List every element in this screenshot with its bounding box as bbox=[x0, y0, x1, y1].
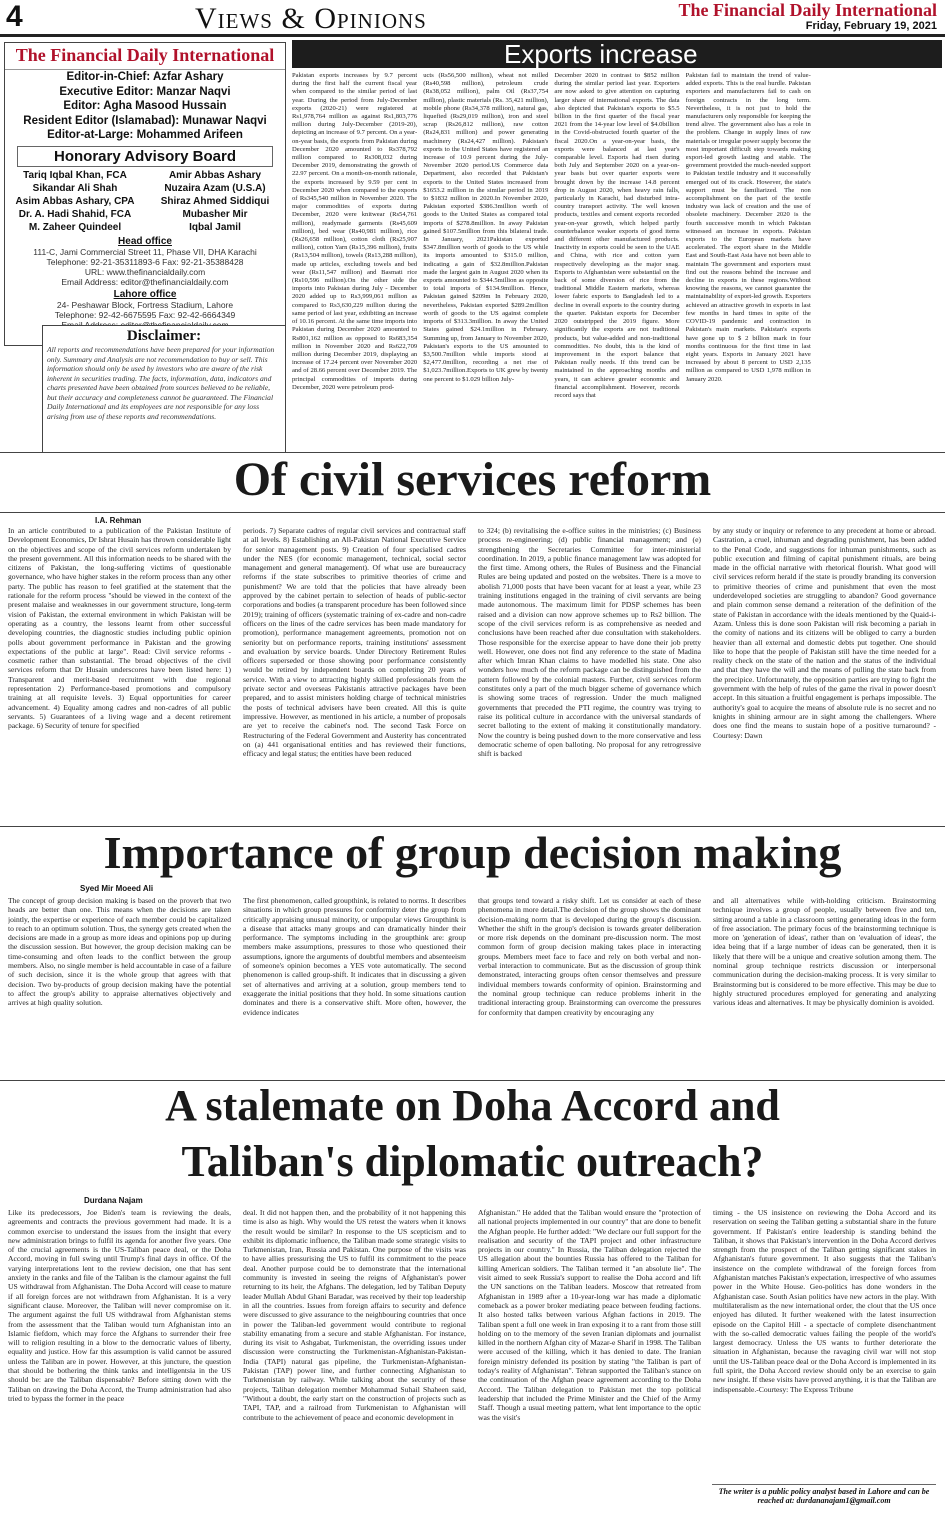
article-column: to 324; (b) revitalising the e-office suites in the ministries; (c) Business process re-engineering; (d) public financial management; and (e) strengthening the Secretaries Committee for inter-ministerial coordination. In 2019, a public finance management law was adopted for the first time. Among others, the Rules of Business and the Financial Rules are being updated and posted on the websites. There is a move to abolish 71,000 posts that have been vacant for at least a year, while 23 training institutions engaged in the training of civil servants are being made autonomous. The maximum limit for PDSP schemes has been raised and a division can now approve schemes up to Rs2 billion. The scope of the civil services reform is as comprehensive as needed and conclusions have been reached after due consultation with stakeholders. Those responsible for the exercise appear to have done their job pretty well. However, one does not find any reference to the state of Madina after which Imran Khan claims to have modelled his state. One also wonders how much of the reform package can be distinguished from the pattern followed by the colonial masters. Further, civil services reform constitutes only a part of the much bigger scheme of governance which is showing some traces of regression. Under the much maligned governments that preceded the PTI regime, the country was trying to raise its political culture in accordance with the universal standards of secret balloting to the extent of making it constitutionally mandatory. Now the country is being pushed down to the more conservative and less democratic scheme of open balloting. No proposal for any retrogressive shift is backed bbox=[478, 526, 701, 759]
author-note: The writer is a public policy analyst based in Lahore and can be reached at: durdananajam1@gmail.com bbox=[712, 1484, 936, 1505]
email-link[interactable]: Email Address: editor@thefinancialdaily.com bbox=[61, 276, 229, 287]
masthead-box bbox=[4, 42, 286, 346]
section-title: Views & Opinions bbox=[195, 2, 427, 35]
advisory-board-title: Honorary Advisory Board bbox=[17, 146, 273, 167]
masthead-paper-name: The Financial Daily International bbox=[5, 43, 285, 70]
civil-article bbox=[8, 526, 936, 820]
board-member: Shiraz Ahmed Siddiqui bbox=[160, 195, 270, 207]
lahore-phone: Telephone: 92-42-6675595 Fax: 92-42-6664349 bbox=[54, 309, 236, 320]
board-member: Sikandar Ali Shah bbox=[32, 182, 118, 194]
article-column: timing - the US insistence on reviewing the Doha Accord and its reservation on seeing the Taliban getting a substantial share in the future government. If Pakistan's entire leadership is standing behind the Taliban, it shows that Pakistan's intervention in the Doha Accord derives strength from the prospect of the Taliban getting significant stakes in Afghanistan's future government. It also suggests that the Taliban's insistence on the complete withdrawal of the foreign forces from Afghanistan matches Pakistan's expectation, irrespective of who assumes power in the White House. Geo-politics has done wonders in the Afghanistan case. South Asian politics have new actors in the play. With multilateralism as the new international order, the clout that the US once enjoyed has diluted. It further weakened with the latest insurrection episode on the Capitol Hill - a spectacle of complete disenchantment with the so-called democratic values failing the people of the world's largest democracy. Unless the US wants to further deteriorate the situation in Afghanistan, because the ravaging civil war will not stop until the US-Taliban peace deal or the Doha Accord is implemented in its full spirit, the Doha Accord review should only be an exercise to gain new insight. If these visits have proved anything, it is that the Taliban are indispensable.-Courtesy: The Express Tribune bbox=[713, 1208, 936, 1394]
board-member: M. Zaheer Quindeel bbox=[28, 221, 122, 233]
head-office-address: 111-C, Jami Commercial Street 11, Phase VII, DHA Karachi bbox=[33, 246, 257, 257]
article-column: The first phenomenon, called groupthink, is related to norms. It describes situations in which group pressures for conformity deter the group from critically appraising unusual minority, or unpopular views Groupthink is a disease that attacks many groups and can dramatically hinder their performance. The symptoms including in the groupthink are: group members make assumptions, pressures to those who questioned their assumptions, ignore the arguments of doubtful members and absenteeism of someone's opinion becomes a YES vote automatically. The second phenomenon is called group-shift. It indicates that in discussing a given set of alternatives and arriving at a solution, group members tend to exaggerate the initial positions that they hold. In some situations caution dominates and there is a conservative shift. More often, however, the evidence indicates bbox=[243, 896, 466, 1017]
disclaimer-text: All reports and recommendations have been prepared for your information only. Summary and Analysis are not recommendation to buy or sell. This information should only be used by investors who are aware of the risk inherent in securities trading. The facts, information, data, indicators and charts presented have been obtained from sources believed to be reliable, but their accuracy and completeness cannot be guaranteed. The Financial Daily International and its employees are not responsible for any loss arising from use of these reports and recommendations. bbox=[47, 345, 275, 421]
article-column: by any study or inquiry or reference to any precedent at home or abroad. Castration, a cruel, inhuman and degrading punishment, has been added to the Penal Code, and suggestions for inhuman punishments, such as public execution and filming of capital punishment rituals, are being made in the official narrative with rhetorical flourish. What good will civil services reform herald if the state is proudly branding its conversion to primitive theories of crime and punishment that even the most underdeveloped societies are struggling to abandon? Good governance and plain common sense demand a reiteration of the definition of the state of Pakistan in accordance with the ideals mentioned by the Quaid-i-Azam. Unless this is done soon Pakistan will risk becoming a pariah in the comity of nations and its citizens will be obliged to carry a burden heavier than all external and domestic debts put together. One should like to hope that the people of Pakistan still have the time needed for a reality check on the state of the nation and the status of the individual and that they have the will and the means of pulling the state back from the precipice. Unfortunately, the opposition parties are trying to fight the government with the help of rules of the game the rival in power doesn't accept. In this situation a fruitful engagement is perhaps impossible. The authority's goal to acquire the means of absolute rule is no secret and no knights in shining armour are in sight among the challengers. Where does one find the means to sustain hope of a positive turnaround? -Courtesy: Dawn bbox=[713, 526, 936, 740]
head-office-label: Head office bbox=[118, 235, 172, 247]
issue-date: Friday, February 19, 2021 bbox=[805, 20, 937, 32]
article-column: periods. 7) Separate cadres of regular civil services and contractual staff at all levels. 8) Establishing an All-Pakistan National Executive Service for senior management posts. 9) Creation of four specialised cadres under the NES (for economic management, technical, social sector management and general management). Of what use are bureaucracy reforms if the state subscribes to primitive theories of crime and punishment? We are told that the policies that have already been approved by the cabinet pertain to selection of heads of public-sector corporations and bodies (a transparent procedure has been followed since 2019); training of officers (systematic training of ex-cadre and non-cadre officers on the lines of the cadre services has been made mandatory for promotion), performance management agreements, promotion not on seniority but on performance reports, training institutions' assessment and evaluation by service boards. Under Directory Retirement Rules officers superseded or those showing poor performance consistently would be retired by independent boards on completing 20 years of service. With a view to attracting highly skilled professionals from the private sector and overseas Pakistanis attractive packages have been prepared, and to assist ministers holding charge of technical ministries the posts of technical advisers have been created. All this is quite impressive. However, as mentioned in his article, a number of proposals are yet to receive the cabinet's nod. The second Task Force on Restructuring of the Federal Government and Austerity has concentrated on (a) 441 organisational entities and has reviewed their functions, efficacy and legal status; the entities have been reduced bbox=[243, 526, 466, 759]
civil-byline: I.A. Rehman bbox=[95, 516, 142, 525]
group-byline: Syed Mir Moeed Ali bbox=[80, 884, 154, 893]
article-column: The concept of group decision making is based on the proverb that two heads are better than one. This means when the decisions are taken jointly, the expertise or experience of each member could be capitalized to reach to an optimum solution. Thus, the synergy gets created when the decisions are made in a group as more ideas and opinions pop up during the discussion session. But however, the group decision making can be time-consuming and often leads to the conflict between the group members. Also, no single member is held accountable in case of a failure of such decision, since it is the whole group that agrees with that decision. Two by-products of group decision making have the potential to affect the group's ability to appraise alternatives objectively and arrives at high quality solution. bbox=[8, 896, 231, 1008]
board-member: Asim Abbas Ashary, CPA bbox=[15, 195, 135, 207]
article-column: Pakistan fail to maintain the trend of value-added exports. This is the real hurdle. Pakistan exporters and manufacturers fail to cash on foreign contracts in the long term. Nevertheless, it is not just to hold the manufacturers only responsible for keeping the trend alive. The government also has a role in the problem. Change in supply lines of raw materials or irregular power supply become the most important difficult step towards making export-led growth lasting and stable. The government provided the much-needed support to Pakistan textile industry and it successfully emerged out of its crack. However, the state's support must be familiarized. The non accomplishment on the part of the textile industry was lack of creation and the use of obsolete machinery. December 2020 is the fourth successive month in which Pakistan witnessed an increase in exports. Pakistan exports to the European markets have accelerated. The export share in the Middle East and South-East Asia have not been able to maintain The government and exporters must find out the reasons behind the increase and decline in exports in these regions.Without knowing the reasons, we cannot guarantee the maintainability of export-led growth. Exporters achieved an attractive growth in exports in last few months in hard times in spite of the COVID-19 pandemic and contraction in Pakistan's main markets. Pakistan's exports have gone up to $ 2 billion mark in four months continuous for the first time in last eight years. Exports in January 2021 have increased by about 8 percent to USD 2,135 million as compared to USD 1,978 million in January 2020. bbox=[685, 72, 811, 383]
exports-headline: Exports increase bbox=[292, 40, 942, 68]
article-column: and all alternatives while with-holding criticism. Brainstorming technique involves a group of people, usually between five and ten, sitting around a table in a classroom setting generating ideas in the form of free association. The primary focus of the brainstorming technique is more on 'generation of ideas', rather than on 'evaluation of ideas', the idea being that if a large number of ideas can be generated, then it is likely that there will be a unique and creative solution among them. The nominal group technique restricts discussion or interpersonal communication during the decision-making process. It is very similar to Brainstorming but is considered to be more effective. This may be due to highly structured procedures employed for generating and analyzing various ideas and alternatives. It may be physically dominion is avoided. bbox=[713, 896, 936, 1008]
editor-line: Editor: Agha Masood Hussain bbox=[63, 100, 227, 112]
civil-headline: Of civil services reform bbox=[233, 453, 712, 506]
divider bbox=[0, 512, 945, 513]
head-office-phone: Telephone: 92-21-35311893-6 Fax: 92-21-35388428 bbox=[46, 256, 244, 267]
article-column: that groups tend toward a risky shift. Let us consider at each of these phenomena in more detail.The decision of the group shows the dominant decision-making norm that is developed during the group's discussion. Whether the shift in the group's decision is towards greater deliberation or more risk depends on the dominant pre-discussion norm. The most common form of group decision making takes place in interacting groups. Members meet face to face and rely on both verbal and non-verbal interaction to communicate. But as the discussion of group think demonstrated, interacting groups often censor themselves and pressure individual members towards conformity of opinion. Brainstorming and the nominal group technique can reduce problems inherit in the traditional interacting group. Brainstorming can overcome the pressures for conformity that dampen creativity by encouraging any bbox=[478, 896, 701, 1017]
board-member: Mubasher Mir bbox=[182, 208, 248, 220]
brand-name: The Financial Daily International bbox=[678, 0, 937, 20]
exports-article bbox=[292, 72, 942, 446]
article-column: deal. It did not happen then, and the probability of it not happening this time is also as high. Why would the US retest the waters when it knows the result would be similar? In response to the US scepticism and to exhibit its diplomatic influence, the Taliban made some strategic visits to Turkmenistan, Iran, Russia and Pakistan. One purpose of the visits was to have allies pressurising the US to fulfil its commitment to the peace deal. Another purpose could be to demonstrate that the international community is invested in seeing the reigns of Afghanistan's power returning to its heir, the Afghans. The delegation, led by Taliban Deputy leader Mullah Abdul Ghani Baradar, was received by their top leadership in all the countries. Issues from foreign affairs to security and defence were discussed to give assurance to the neighbouring countries that once in power the Taliban-led government would contribute to regional stability emanating from a secure and stable Afghanistan. For instance, during its visit to Ashgabat, Turkmenistan, the overriding issues under discussion were constructing the Turkmenistan-Afghanistan-Pakistan-India (TAPI) natural gas pipeline, the Turkmenistan-Afghanistan-Pakistan (TAP) power line, and further connecting Afghanistan to Turkmenistan by railway. While talking about the security of these projects, Taliban delegation member Mohammad Suhail Shaheen said, "Without a doubt, the early start on the construction of projects such as TAPI, TAP, and a railroad from Turkmenistan to Afghanistan will contribute to the achievement of peace and economic development in bbox=[243, 1208, 466, 1422]
article-column: December 2020 in contrast to $852 million during the similar period last year. Exporters are now asked to give attention on capturing larger share of international exports. The data also depicted that Pakistan's exports to $5.5 billion in the first quarter of the fiscal year 2021 from the 14-year low level of $4.0billion in the Covid-obstructed fourth quarter of the fiscal 2020.On a year-on-year basis, the exports were balanced at last year's comparable level. Exports had risen during both July and September 2020 on a year-on-year basis but over quarter exports were brought down by the increase 14.8 percent drop in August 2020, when heavy rain falls, particularly in Karachi, had disturbed intra-country transport activity. The well known products, textiles and cement exports recorded year-on-year growth, which helped partly counterbalance weaker exports of good items and different other manufactured products. Inactivity in exports could be seen to the UAE and China, with rice and cotton yarn respectively developing as the major snag. Exports to Afghanistan were substantial on the back of some diversion of rice from the traditional Middle Eastern markets, whereas lower fabric exports to Bangladesh led to a decline in overall exports to the country during the quarter. Pakistan exports for December 2020 outstripped the 2019 figure. More significantly the exports are not traditional products, but value-added and non-traditional commodities. No doubt, this is the kind of improvement in the export balance that Pakistan really needs. If this trend can be maintained in the approaching months and years, it can achieve greater economic and financial accomplishment. However, records record says that bbox=[554, 72, 680, 399]
doha-headline-line2: Taliban's diplomatic outreach? bbox=[181, 1137, 764, 1186]
article-column: ucts (Rs56,500 million), wheat not milled (Rs40,598 million), petroleum crude (Rs38,052 million), palm Oil (Rs37,754 million), plastic materials (Rs. 35,421 million), mobile phone (Rs34,378 million), natural gas, liquefied (Rs29,019 million), iron and steel scrap (Rs26,812 million), raw cotton (Rs24,831 million) and power generating machinery (Rs24,427 million). Pakistan's exports to the United States have registered an increase of 10.9 percent during the July-November 2020 period.US Commerce data Department, also recorded that Pakistan's exports to the United States increased from $1653.2 million in the similar period in 2019 to $1832 million in 2020.In November 2020, Pakistan exported $386.3million worth of goods to the United States as compared total imports of $278.8million. In away Pakistan gained $107.5million from this bilateral trade. In January, 2021Pakistan exported $347.8million worth of goods to the US while its imports amounted to $315.0 million, indicating a gain of $32.8million.Pakistan made the largest gain in August 2020 when its exports amounted to $344.5million as opposite to total imports of $134.9million. Hence, Pakistan gained $209m In February 2020, nevertheless, Pakistan exported $289.2million worth of goods to the US against complete imports of $313.3million. In away the United States gained $24.1million in February. Summing up, from January to November 2020, Pakistan's exports to the US amounted to $3,500.7million while imports stood at $2,477.0million, recording a net rise of $1,023.7million.Exports to UK grew by twenty one percent to $1.029 billion July- bbox=[423, 72, 549, 383]
website-link[interactable]: URL: www.thefinancialdaily.com bbox=[84, 266, 206, 277]
board-member: Iqbal Jamil bbox=[189, 221, 241, 233]
disclaimer-title: Disclaimer: bbox=[126, 328, 202, 344]
group-headline: Importance of group decision making bbox=[103, 827, 842, 878]
board-member: Dr. A. Hadi Shahid, FCA bbox=[18, 208, 132, 220]
board-member: Tariq Iqbal Khan, FCA bbox=[23, 169, 127, 181]
doha-headline-line1: A stalemate on Doha Accord and bbox=[165, 1081, 780, 1130]
doha-article bbox=[8, 1208, 936, 1480]
article-column: Pakistan exports increases by 9.7 percent during the first half the current fiscal year when compared to the similar period of last year. During the period from July-December exports (2020-21) were registered at Rs1,978,764 million as against Rs1,803,776 million during July-December (2019-20), depicting an increase of 9.7 percent. On a year-on-year basis, the exports from Pakistan during December 2020 amounted to Rs378,792 million compared to Rs308,032 during December 2019, demonstrating the growth of 22.97 percent. On a month-on-month rationale, the exports increased by 9.59 per cent in December 2020 when compared to the exports of Rs345,540 million in November 2020. The major commodities of exports during December, 2020 were knitwear (Rs54,761 million), readymade garments (Rs45,609 million), bed wear (Rs40,981 million), rice (Rs26,658 million), cotton cloth (Rs25,907 million), cotton Yarn (Rs15,396 million), fruits (Rs13,504 million), towels (Rs13,288 million), made up articles, excluding towels and bed wear (Rs11,547 million) and Basmati rice (Rs10,596 million).On the other side the imports into Pakistan during July - December 2020 added up to Rs3,999,061 million as compared to Rs3,630,229 million during the same period of last year, exhibiting an increase of 10.16 percent. At the same time imports into Pakistan during December 2020 amounted to Rs801,162 million as opposed to Rs683,354 million in November 2020 and Rs622,709 million during December 2019, displaying an increase of 17.24 percent over November 2020 and of 28.66 percent over December 2019. The principal commodities of imports during December, 2020 were petroleum prod- bbox=[292, 72, 418, 391]
doha-byline: Durdana Najam bbox=[84, 1196, 143, 1205]
article-column: Like its predecessors, Joe Biden's team is reviewing the deals, agreements and contracts the previous government had made. It is a common exercise to understand the issues from the insight that every new administration brings to fulfil its agenda for another five years. One of the crucial agreements is the US-Taliban peace deal, or the Doha Accord, moving in full swing until Trump's final days in office. Of the varying interpretations lent to the review decision, one that has sent anxiety in the ranks and file of the Taliban is the clamour against the full US withdrawal from Afghanistan. The Doha Accord will cease to mature if all foreign forces are not withdrawn from Afghanistan. It is a very significant clause. Moreover, the Taliban will never compromise on it. The argument against the full US withdrawal from Afghanistan stems from the assessment that the Taliban would turn Afghanistan into an Islamic fiefdom, which may force the Afghans to surrender their free will to religion resulting in a blow to the democratic values of liberty, equality and justice. How far this assumption is valid cannot be assured unless the Taliban are in power. However, at this juncture, the question that should be bothering the think tanks and intelligentsia in the US should be: are the Taliban dispensable? Before sitting down with the Taliban on drawing the Doha Accord, the Trump administration had also tried to bypass the former in the peace bbox=[8, 1208, 231, 1403]
group-article bbox=[8, 896, 936, 1076]
editor-line: Executive Editor: Manzar Naqvi bbox=[59, 85, 231, 98]
article-column: In an article contributed to a publication of the Pakistan Institute of Development Economics, Dr Ishrat Husain has thrown considerable light on the objectives and scope of the civil services reform undertaken by the present government. All this information needs to be shared with the citizens of Pakistan, the long-suffering victims of questionable governance, who have higher stakes in the reform process than any other party. The public has reason to feel gratified at the statement that the rationale for the reform process "should be viewed in the context of the present malaise and weaknesses in our government structure, long-term vision of Pakistan, the external environment in which Pakistan will be operating as a country, the lessons learnt from other successful developing countries, the diagnostic studies including public opinion polls about government performance in Pakistan and the growing expectations of the public at large". Read: Civil service reforms - cosmetic rather than substantial. The broad objectives of the civil services reform that Dr Husain underscores have been listed here: 1) Transparent and merit-based recruitment with due regional representation 2) Performance-based promotions and compulsory training at all requisite levels. 3) Equal opportunities for career advancement. 4) Equality among cadres and non-cadres of all public servants. 5) Guarantees of a living wage and a decent retirement package. 6) Security of tenure for specified bbox=[8, 526, 231, 731]
lahore-office-label: Lahore office bbox=[113, 288, 177, 300]
page-number: 4 bbox=[6, 0, 23, 33]
lahore-address: 24- Peshawar Block, Fortress Stadium, Lahore bbox=[56, 299, 234, 310]
editor-line: Editor-in-Chief: Azfar Ashary bbox=[66, 71, 224, 83]
header-rule bbox=[0, 34, 945, 37]
advisory-board-list bbox=[5, 169, 285, 234]
article-column: Afghanistan." He added that the Taliban would ensure the "protection of all national projects implemented in our country" that are done to benefit the Afghan people. He further added: "We declare our full support for the realisation and security of the TAPI project and other infrastructure projects in our country." In Russia, the Taliban delegation rejected the US allegation about the bounties Russia has offered to the Taliban for killing American soldiers. The Taliban termed it "an absolute lie". The visit aimed to seek Russia's support to realise the Doha accord and lift the UN sanctions on the Taliban leaders. Moscow that retreated from Afghanistan in 1989 after a 10-year-long war has made a diplomatic comeback as a power broker mediating peace between feuding factions. It also hosted talks between various Afghan factions in 2019. The Taliban spent a full one week in Iran exposing it to a rant from those still holding on to the memory of the seven Iranian diplomats and journalist killed in the northern Afghan city of Mazar-e Sharif in 1998. The Taliban were accused of the killing, which it has denied to date. The Iranian foreign ministry defended its position by stating "the Taliban is part of today's reality of Afghanistan". Tehran supported the Taliban's stance on the continuation of the Afghan peace agreement according to the Doha Accord. The Taliban delegation to Pakistan met the top political leadership that included the Prime Minister and the Chief of the Army Staff. Though a usual meeting pattern, what lent importance to the optic was the visit's bbox=[478, 1208, 701, 1422]
editor-line: Editor-at-Large: Mohammed Arifeen bbox=[47, 129, 243, 141]
editor-line: Resident Editor (Islamabad): Munawar Naqvi bbox=[23, 114, 267, 127]
disclaimer-box bbox=[42, 325, 286, 453]
board-member: Nuzaira Azam (U.S.A) bbox=[164, 182, 266, 194]
board-member: Amir Abbas Ashary bbox=[168, 169, 262, 181]
